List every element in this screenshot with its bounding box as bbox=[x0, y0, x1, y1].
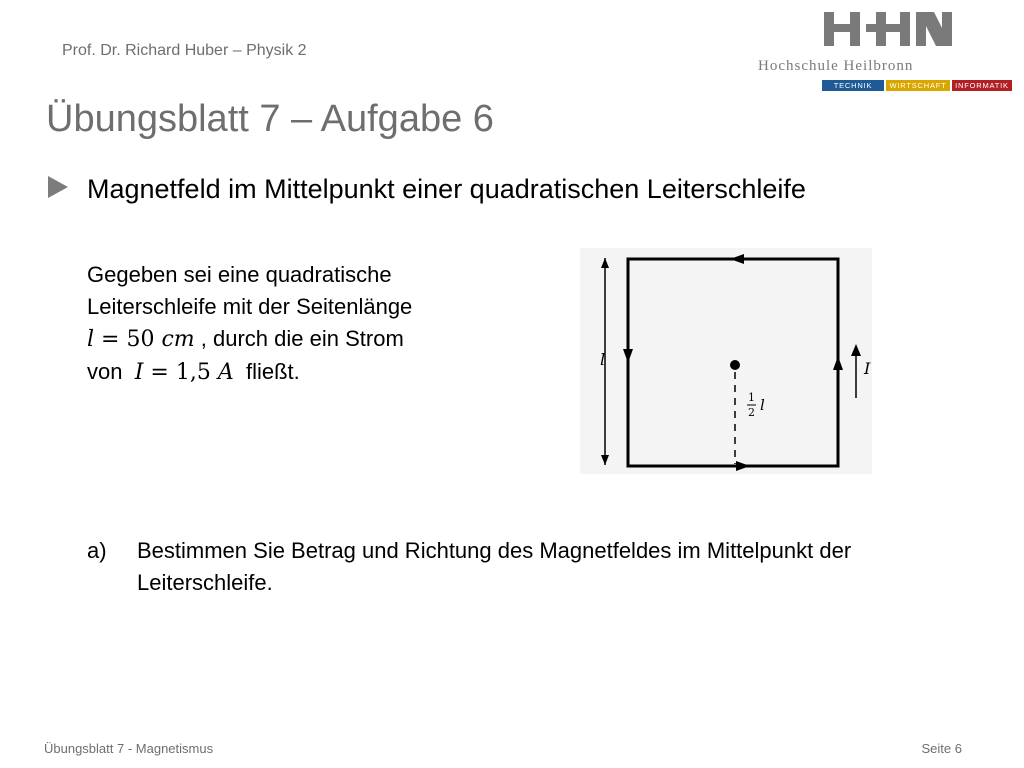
current-label: I bbox=[864, 359, 871, 378]
given-text bbox=[87, 259, 527, 389]
logo-tag-technik: TECHNIK bbox=[822, 80, 884, 91]
given-line-3: fließt. bbox=[245, 359, 300, 384]
given-line-2: , durch die ein Strom bbox=[200, 326, 404, 351]
bullet-arrow-icon bbox=[48, 176, 68, 198]
half-numerator: 1 bbox=[748, 391, 755, 404]
bullet-heading: Magnetfeld im Mittelpunkt einer quadratischen Leiterschleife bbox=[87, 174, 806, 204]
logo-university-name: Hochschule Heilbronn bbox=[758, 58, 914, 74]
logo-tag-informatik: INFORMATIK bbox=[952, 80, 1012, 91]
page-number: Seite 6 bbox=[921, 741, 962, 756]
task-text: Bestimmen Sie Betrag und Richtung des Magnetfeldes im Mittelpunkt der Leiterschleife. bbox=[137, 538, 852, 595]
center-point bbox=[730, 360, 740, 370]
logo-tags bbox=[822, 80, 1014, 91]
university-logo bbox=[740, 6, 1009, 94]
square-loop-diagram bbox=[580, 248, 880, 476]
slide-title: Übungsblatt 7 – Aufgabe 6 bbox=[46, 98, 494, 140]
half-denominator: 2 bbox=[748, 406, 755, 419]
given-line-1: Gegeben sei eine quadratische Leiterschleife mit der Seitenlänge bbox=[87, 262, 413, 319]
given-von: von bbox=[87, 359, 123, 384]
half-variable: l bbox=[760, 396, 765, 414]
hhn-logo-mark bbox=[818, 6, 1024, 58]
header-author: Prof. Dr. Richard Huber – Physik 2 bbox=[62, 42, 307, 59]
length-formula: l = 50 cm bbox=[87, 327, 195, 352]
side-length-label: l bbox=[600, 350, 606, 369]
diagram-background bbox=[580, 248, 872, 474]
task-label: a) bbox=[87, 538, 107, 563]
logo-tag-wirtschaft: WIRTSCHAFT bbox=[886, 80, 950, 91]
footer-left: Übungsblatt 7 - Magnetismus bbox=[44, 741, 214, 756]
current-formula: I = 1,5 A bbox=[134, 360, 234, 385]
